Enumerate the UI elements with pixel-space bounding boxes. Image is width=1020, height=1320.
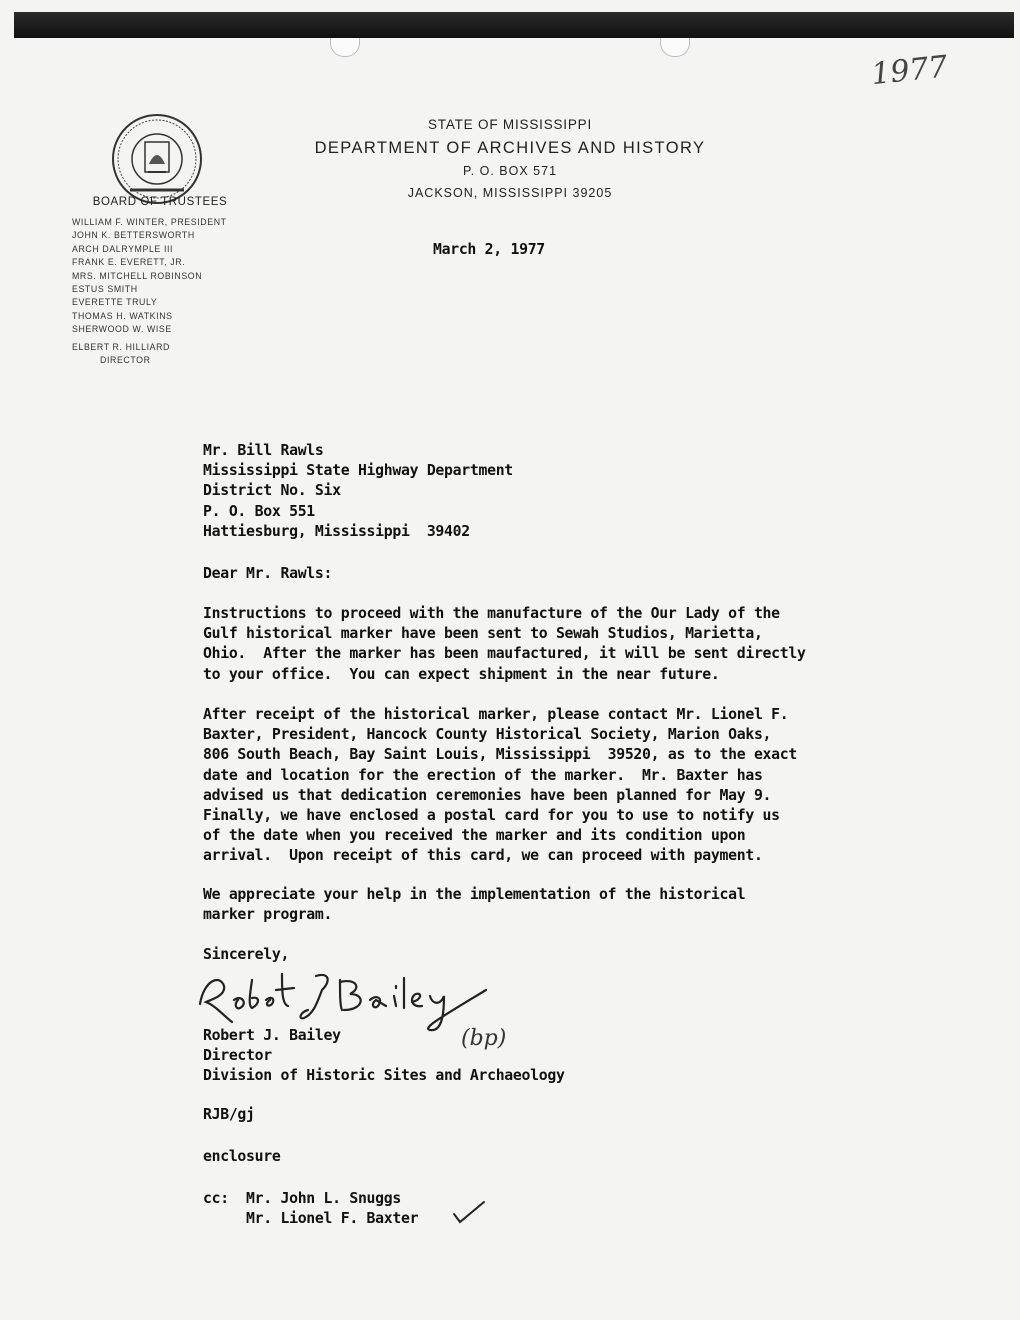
signer-block: Robert J. Bailey Director Division of Historic Sites and Archaeology bbox=[203, 1027, 565, 1085]
department-seal-icon bbox=[110, 112, 204, 206]
recipient-address: Mr. Bill Rawls Mississippi State Highway Department District No. Six P. O. Box 551 Hattiesburg, Mississippi 39402 bbox=[203, 442, 513, 540]
letterhead-department: DEPARTMENT OF ARCHIVES AND HISTORY bbox=[314, 139, 706, 157]
body-paragraph-3: We appreciate your help in the implementation of the historical marker program. bbox=[203, 886, 746, 924]
salutation: Dear Mr. Rawls: bbox=[203, 565, 333, 582]
board-of-trustees-heading: BOARD OF TRUSTEES bbox=[92, 196, 228, 208]
trustee-name: WILLIAM F. WINTER, PRESIDENT bbox=[72, 217, 227, 227]
carbon-copy-list: cc: Mr. John L. Snuggs Mr. Lionel F. Baxter bbox=[203, 1190, 419, 1228]
body-paragraph-1: Instructions to proceed with the manufacture of the Our Lady of the Gulf historical marker have been sent to Sewah Studios, Marietta, Ohio. After the marker has been maufactured, it will be sent directly to your office. You can expect shipment in the near future. bbox=[203, 605, 806, 683]
archives-director-title: DIRECTOR bbox=[100, 355, 151, 365]
closing: Sincerely, bbox=[203, 946, 290, 963]
trustee-name: EVERETTE TRULY bbox=[72, 297, 158, 308]
handwritten-year-annotation: 1977 bbox=[869, 49, 950, 93]
scan-edge-bar bbox=[14, 12, 1014, 38]
trustee-name: ARCH DALRYMPLE III bbox=[72, 243, 174, 254]
trustee-name: SHERWOOD W. WISE bbox=[72, 324, 172, 335]
punch-hole-left bbox=[330, 38, 360, 57]
punch-hole-right bbox=[660, 38, 690, 57]
reference-initials: RJB/gj bbox=[203, 1106, 255, 1123]
trustee-name: FRANK E. EVERETT, JR. bbox=[72, 257, 186, 268]
handwritten-initials: (bp) bbox=[461, 1026, 507, 1051]
check-mark-icon bbox=[450, 1198, 486, 1226]
body-paragraph-2: After receipt of the historical marker, please contact Mr. Lionel F. Baxter, President, Hancock County Historical Society, Marion Oaks, 806 South Beach, Bay Saint Louis, Mississippi 39520, as to the exact date and location for the erection of the marker. Mr. Baxter has advised us that dedication ceremonies have been planned for May 9. Finally, we have enclosed a postal card for you to use to notify us of the date when you received the marker and its condition upon arrival. Upon receipt of this card, we can proceed with payment. bbox=[203, 706, 797, 865]
letterhead-po-box: P. O. BOX 571 bbox=[462, 164, 558, 178]
letter-date: March 2, 1977 bbox=[433, 241, 545, 258]
letterhead-state: STATE OF MISSISSIPPI bbox=[427, 117, 593, 132]
enclosure-note: enclosure bbox=[203, 1148, 281, 1165]
trustee-name: MRS. MITCHELL ROBINSON bbox=[72, 270, 203, 281]
trustee-name: JOHN K. BETTERSWORTH bbox=[72, 230, 195, 241]
letterhead-city: JACKSON, MISSISSIPPI 39205 bbox=[407, 186, 613, 200]
trustee-name: ESTUS SMITH bbox=[72, 284, 138, 295]
trustee-name: THOMAS H. WATKINS bbox=[72, 310, 173, 321]
archives-director-name: ELBERT R. HILLIARD bbox=[72, 342, 170, 352]
trustees-list bbox=[72, 216, 272, 337]
